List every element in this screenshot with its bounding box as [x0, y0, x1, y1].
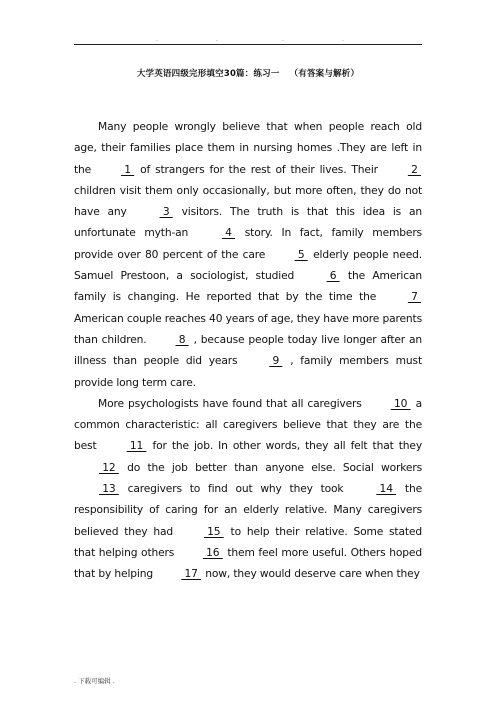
title-main: 大学英语四级完形填空30篇：练习一 — [136, 69, 280, 79]
cloze-blank-6: 6 — [326, 269, 340, 283]
passage-text: elderly people need. Samuel Prestoon, a sociologist, studied — [74, 247, 422, 283]
cloze-blank-12: 12 — [99, 460, 119, 474]
passage-text: a common characteristic: all caregivers believe that they are the best — [74, 396, 422, 453]
cloze-blank-15: 15 — [203, 524, 224, 538]
passage-text: of strangers for the rest of their lives. Their — [135, 162, 383, 176]
passage — [74, 116, 422, 585]
passage-text: , family members must provide long term care. — [74, 354, 423, 389]
passage-text: Many people wrongly believe that when people reach old age, their families place them in nursing homes .They are left in the — [74, 120, 422, 176]
passage-text: the American family is changing. He reported that by the time the — [74, 269, 422, 304]
cloze-blank-8: 8 — [175, 332, 189, 346]
header-dot: . — [342, 36, 344, 43]
page-title — [0, 67, 496, 79]
passage-text: children visit them only occasionally, but more often, they do not have any — [74, 183, 422, 219]
passage-text: American couple reaches 40 years of age, they have more parents than children. — [74, 311, 422, 346]
cloze-blank-9: 9 — [269, 354, 283, 368]
cloze-blank-4: 4 — [221, 226, 236, 240]
passage-text: them feel more useful. Others hoped that by helping — [74, 545, 422, 581]
header-dots — [74, 36, 422, 44]
cloze-blank-5: 5 — [294, 247, 308, 261]
cloze-blank-1: 1 — [121, 162, 135, 176]
passage-text: visitors. The truth is that this idea is an unfortunate myth-an — [74, 205, 422, 240]
cloze-blank-13: 13 — [99, 482, 119, 496]
cloze-blank-16: 16 — [202, 545, 223, 559]
cloze-blank-3: 3 — [159, 205, 173, 219]
header-dot: . — [282, 36, 284, 43]
title-note: （有答案与解析） — [289, 69, 360, 79]
cloze-blank-7: 7 — [407, 290, 421, 304]
header-dot: . — [216, 36, 218, 43]
header-dot: . — [156, 36, 158, 43]
passage-text: to help their relative. Some stated that helping others — [74, 524, 422, 559]
header-rule — [74, 44, 422, 45]
passage-text: caregivers to find out why they took — [119, 482, 352, 496]
cloze-blank-11: 11 — [126, 439, 147, 453]
passage-text: the responsibility of caring for an elderly relative. Many caregivers believed they had — [74, 482, 422, 538]
passage-text: More psychologists have found that all caregivers — [98, 396, 366, 410]
cloze-blank-2: 2 — [407, 162, 422, 176]
passage-text: story. In fact, family members provide over 80 percent of the care — [74, 226, 422, 261]
footer-note: . 下载可编辑 . — [74, 677, 115, 685]
passage-text: , because people today live longer after an illness than people did years — [74, 332, 422, 368]
cloze-blank-17: 17 — [181, 567, 202, 581]
cloze-blank-10: 10 — [390, 396, 411, 410]
passage-text: do the job better than anyone else. Social workers — [119, 460, 422, 474]
paragraph-1 — [74, 116, 422, 393]
cloze-blank-14: 14 — [376, 482, 397, 496]
passage-text: now, they would deserve care when they — [202, 567, 420, 581]
paragraph-2 — [74, 393, 422, 585]
passage-text: for the job. In other words, they all felt that they — [147, 439, 422, 453]
